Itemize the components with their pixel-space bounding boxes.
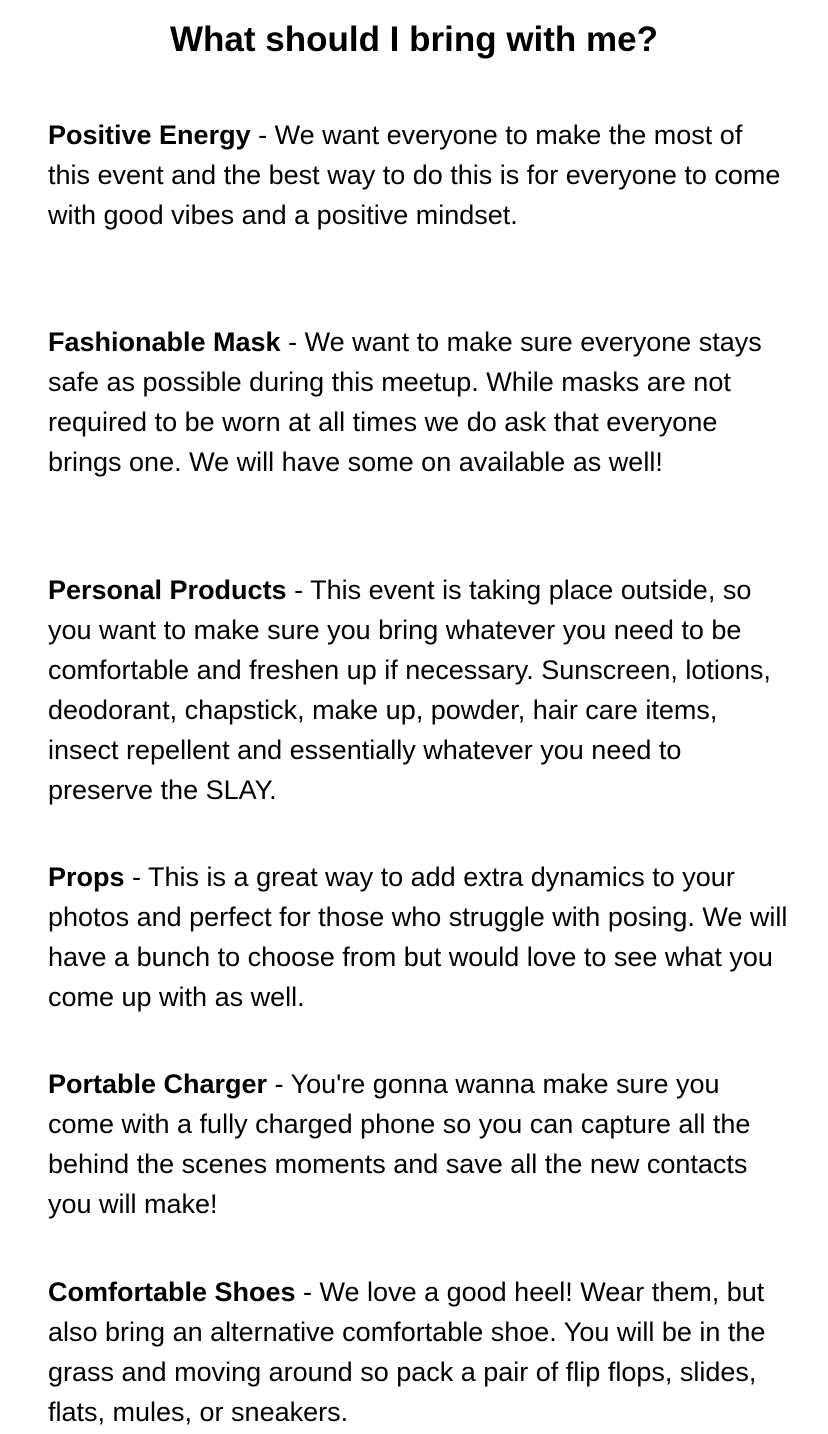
- item-term: Comfortable Shoes: [48, 1277, 296, 1307]
- item-description: We want to make sure everyone stays safe as possible during this meetup. While masks are not required to be worn at all times we do ask that everyone brings one. We will have some on available as well!: [48, 327, 762, 477]
- bring-item-props: [48, 857, 788, 1017]
- item-description: We want everyone to make the most of this event and the best way to do this is for everyone to come with good vibes and a positive mindset.: [48, 120, 781, 230]
- item-description: We love a good heel! Wear them, but also bring an alternative comfortable shoe. You will be in the grass and moving around so pack a pair of flip flops, slides, flats, mules, or sneakers.: [48, 1277, 766, 1427]
- item-separator: -: [124, 862, 149, 892]
- item-separator: -: [280, 327, 305, 357]
- item-separator: -: [286, 575, 311, 605]
- item-term: Fashionable Mask: [48, 327, 281, 357]
- item-term: Props: [48, 862, 125, 892]
- item-description: This is a great way to add extra dynamics to your photos and perfect for those who struggle with posing. We will have a bunch to choose from but would love to see what you come up with as well.: [48, 862, 788, 1012]
- page-title: What should I bring with me?: [169, 20, 659, 59]
- item-separator: -: [267, 1069, 291, 1099]
- bring-item-comfortable-shoes: [48, 1272, 788, 1432]
- item-description: You're gonna wanna make sure you come with a fully charged phone so you can capture all the behind the scenes moments and save all the new contacts you will make!: [48, 1069, 751, 1219]
- item-separator: -: [250, 120, 275, 150]
- item-separator: -: [295, 1277, 320, 1307]
- bring-item-positive-energy: [48, 115, 788, 235]
- bring-item-portable-charger: [48, 1064, 788, 1224]
- item-description: This event is taking place outside, so you want to make sure you bring whatever you need to be comfortable and freshen up if necessary. Sunscreen, lotions, deodorant, chapstick, make up, powder, hair care items, insect repellent and essentially whatever you need to preserve the SLAY.: [48, 575, 771, 805]
- bring-item-personal-products: [48, 570, 788, 810]
- item-term: Portable Charger: [48, 1069, 268, 1099]
- item-term: Personal Products: [48, 575, 287, 605]
- item-term: Positive Energy: [48, 120, 251, 150]
- bring-item-fashionable-mask: [48, 322, 788, 482]
